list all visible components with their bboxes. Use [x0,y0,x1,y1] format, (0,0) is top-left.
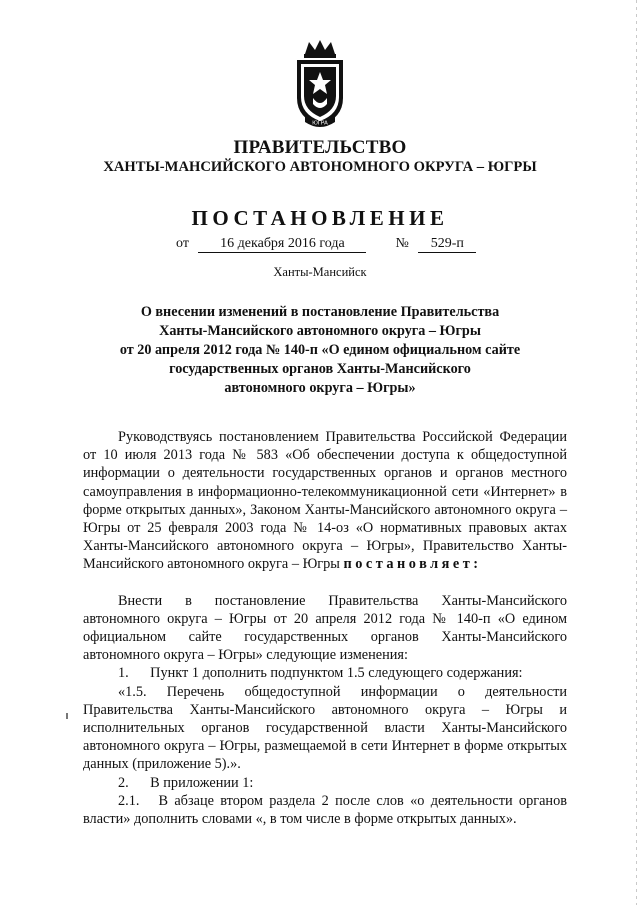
city: Ханты-Мансийск [273,265,367,279]
paragraph: «1.5. Перечень общедоступной информации о деятельности Правительства Ханты-Мансийского автономного округа – Югры и исполнительных органов государственной власти Ханты-Мансийского автономного округа – Югры, размещаемой в сети Интернет в форме открытых данных (приложение 5).». [83,683,567,773]
government-title: ПРАВИТЕЛЬСТВО [233,137,407,158]
document-type: ПОСТАНОВЛЕНИЕ [191,206,449,230]
date-prefix: от [176,236,189,251]
scan-edge [636,0,637,905]
title-line: О внесении изменений в постановление Правительства [140,304,500,320]
title-line: от 20 апреля 2012 года № 140-п «О едином официальном сайте [119,342,521,358]
title-line: государственных органов Ханты-Мансийского [169,361,471,377]
number-prefix: № [395,236,409,251]
emblem-ribbon-text: ЮГРА [312,120,328,127]
paragraph: Внести в постановление Правительства Ханты-Мансийского автономного округа – Югры от 20 апреля 2012 года № 140-п «О едином официальном сайте государственных органов Ханты-Мансийского автономного округа – Югры» следующие изменения: [83,592,567,664]
document-number: 529-п [418,236,476,253]
title-line: Ханты-Мансийского автономного округа – Югры [159,323,481,339]
preamble-paragraph [83,428,567,574]
document-date: 16 декабря 2016 года [198,236,366,253]
paragraph: 2. В приложении 1: [118,774,254,791]
region-title: ХАНТЫ-МАНСИЙСКОГО АВТОНОМНОГО ОКРУГА – ЮГРЫ [103,159,537,175]
paragraph: 2.1. В абзаце втором раздела 2 после слов «о деятельности органов власти» дополнить словами «, в том числе в форме открытых данных». [83,792,567,828]
coat-of-arms-icon [291,38,349,132]
resolves-word: постановляет: [343,556,482,573]
margin-mark [66,713,68,719]
paragraph: 1. Пункт 1 дополнить подпунктом 1.5 следующего содержания: [118,665,523,682]
document-body [83,428,567,828]
date-number-line [176,236,476,253]
document-title [90,303,550,398]
preamble-text: Руководствуясь постановлением Правительства Российской Федерации от 10 июля 2013 года № 583 «Об обеспечении доступа к общедоступной информации о деятельности государственных органов и органов местного самоуправления в информационно-телекоммуникационной сети «Интернет» в форме открытых данных», Законом Ханты-Мансийского автономного округа – Югры от 25 февраля 2003 года № 14-оз «О нормативных правовых актах Ханты-Мансийского автономного округа – Югры», Правительство Ханты-Мансийского автономного округа – Югры [83,429,567,573]
title-line: автономного округа – Югры» [224,380,416,396]
